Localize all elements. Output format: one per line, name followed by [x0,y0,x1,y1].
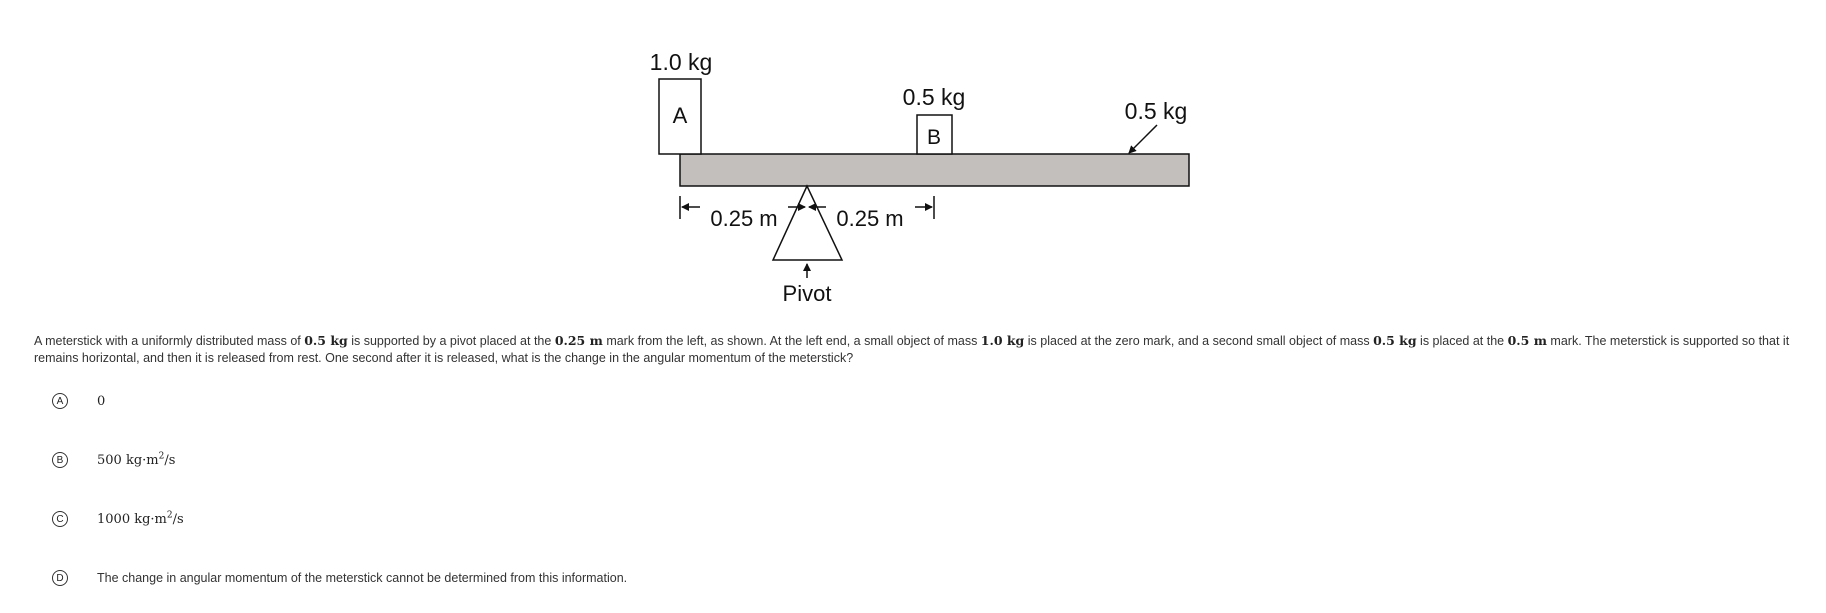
stick-mass-arrow [1129,125,1157,153]
choice-c-unit-tail: /s [172,511,184,527]
mass-b-label: 0.5 kg [902,84,966,110]
choice-c-radio[interactable]: C [52,511,68,527]
choice-b-value: 500 [97,452,126,468]
question-math: 0.5 kg [304,333,348,348]
question-segment: mark from the left, as shown. At the left end, a small object of mass [602,334,981,348]
choice-a-radio[interactable]: A [52,393,68,409]
choice-b-unit-base: kg·m [125,452,159,468]
answer-choice-b[interactable] [52,448,175,472]
choice-b-unit-tail: /s [164,452,176,468]
pivot-triangle [773,186,842,260]
mass-a-label: 1.0 kg [649,49,713,75]
choice-b-radio[interactable]: B [52,452,68,468]
question-segment: is supported by a pivot placed at the [347,334,555,348]
meterstick-bar [680,154,1189,186]
question-segment: is placed at the [1416,334,1508,348]
choice-a-value: 0 [97,393,106,409]
choice-d-value: The change in angular momentum of the meterstick cannot be determined from this information. [97,571,628,585]
question-math: 0.5 kg [1373,333,1417,348]
question-math: 1.0 kg [980,333,1025,348]
choice-c-unit-base: kg·m [134,511,167,527]
choice-b-unit-exp: 2 [158,451,165,462]
answer-choice-a[interactable] [52,389,105,413]
choice-a-text [97,394,105,409]
answer-choice-c[interactable] [52,507,184,531]
block-b-letter: B [926,126,942,149]
question-math: 0.25 m [554,333,603,348]
answer-choice-d[interactable] [52,566,627,590]
dim-right-label: 0.25 m [836,206,904,231]
question-segment: mark. The meterstick is supported so that it remains horizontal, and then it is released from rest. One second after it is released, what is the change in the angular momentum of the meterstick? [34,334,1790,365]
choice-d-text [97,571,627,585]
dim-left-label: 0.25 m [710,206,778,231]
choice-c-text [97,512,184,527]
pivot-label: Pivot [782,281,832,306]
stick-mass-label: 0.5 kg [1124,98,1188,124]
choice-c-value: 1000 [97,511,135,527]
question-segment: A meterstick with a uniformly distributed mass of [34,334,305,348]
question-math: 0.5 m [1507,333,1547,348]
choice-b-text [97,453,175,468]
choice-c-unit-exp: 2 [166,510,173,521]
block-a-letter: A [672,103,688,128]
question-text [34,332,1804,367]
choice-d-radio[interactable]: D [52,570,68,586]
question-segment: is placed at the zero mark, and a second small object of mass [1024,334,1374,348]
